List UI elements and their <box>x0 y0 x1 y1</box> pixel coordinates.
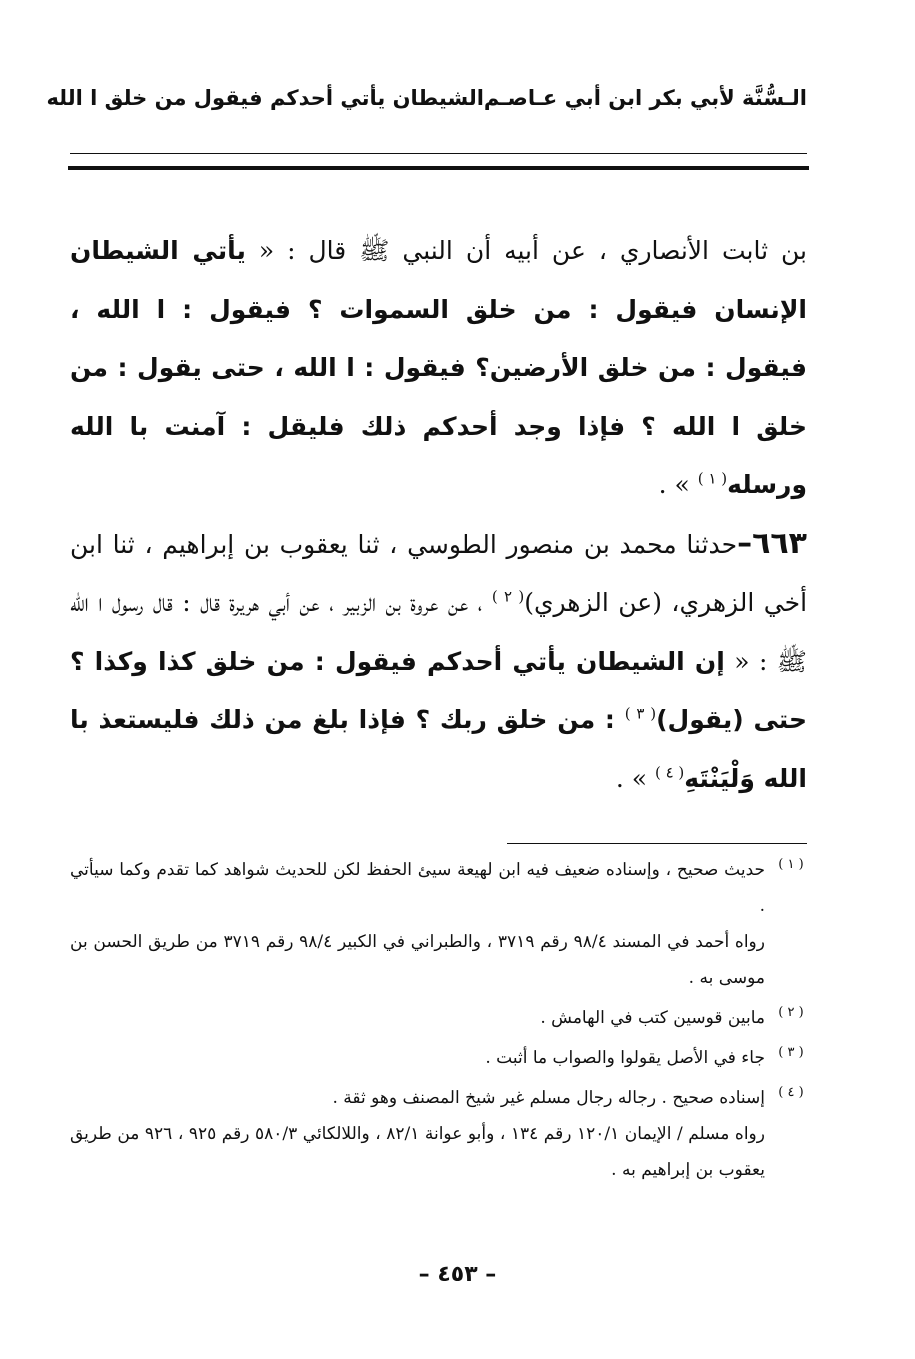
book-title: الـسُّنَّة لأبي بكر ابن أبي عـاصـم <box>483 86 807 110</box>
footnote-line: حديث صحيح ، وإسناده ضعيف فيه ابن لهيعة سيئ الحفظ لكن للحديث شواهد كما تقدم وكما سيأتي . <box>70 860 765 916</box>
footnote-line: إسناده صحيح . رجاله رجال مسلم غير شيخ المصنف وهو ثقة . <box>332 1088 765 1108</box>
footnote-body <box>70 1000 765 1036</box>
footnote-marker: ( ٢ ) <box>778 1005 804 1020</box>
closing-quote: » . <box>658 470 698 499</box>
footnote-separator <box>507 843 807 844</box>
footnote-ref-2[interactable]: ( ٢ ) <box>491 587 525 606</box>
footnote-body <box>70 1080 765 1188</box>
hadith-paragraph-continued <box>70 222 807 515</box>
footnote-body <box>70 1040 765 1076</box>
footnote-line: جاء في الأصل يقولوا والصواب ما أثبت . <box>485 1048 765 1068</box>
footnote-3 <box>70 1040 817 1076</box>
footnote-marker: ( ٣ ) <box>778 1045 804 1060</box>
footnote-line: رواه أحمد في المسند ٩٨/٤ رقم ٣٧١٩ ، والطبراني في الكبير ٩٨/٤ رقم ٣٧١٩ من طريق الحسن بن موسى به . <box>70 932 765 988</box>
footnote-line: مابين قوسين كتب في الهامش . <box>540 1008 765 1028</box>
page-number: – ٤٥٣ – <box>418 1262 497 1287</box>
footnote-2 <box>70 1000 817 1036</box>
footnote-1 <box>70 852 817 996</box>
narration-text: بن ثابت الأنصاري ، عن أبيه أن النبي ﷺ قال : « <box>245 236 808 265</box>
main-text <box>70 222 807 808</box>
footnote-ref-1[interactable]: ( ١ ) <box>697 469 728 488</box>
footnote-4 <box>70 1080 817 1188</box>
footnote-marker: ( ١ ) <box>778 857 804 872</box>
header-rule-thin <box>70 153 807 154</box>
footnote-ref-4[interactable]: ( ٤ ) <box>654 763 685 782</box>
hadith-number: ٦٦٣– <box>737 525 807 561</box>
footnote-ref-3[interactable]: ( ٣ ) <box>624 704 657 723</box>
isnad-text-2: ، عن عروة بن الزبير ، عن أبي هريرة قال : قال رسول ا الله ﷺ : « <box>70 588 807 676</box>
isnad-text: حدثنا محمد بن منصور الطوسي ، ثنا يعقوب بن إبراهيم ، ثنا ابن أخي الزهري، (عن الزهري) <box>70 529 808 617</box>
running-head <box>46 78 807 118</box>
footnote-marker: ( ٤ ) <box>778 1085 804 1100</box>
hadith-matn: يأتي الشيطان الإنسان فيقول : من خلق السموات ؟ فيقول : ا الله ، فيقول : من خلق الأرضين؟ فيقول : ا الله ، حتى يقول : من خلق ا الله ؟ فإذا وجد أحدكم ذلك فليقل : آمنت با الله ورسله <box>70 236 807 499</box>
footnotes <box>70 852 817 1192</box>
header-rule-thick <box>68 166 809 170</box>
hadith-matn-2: : من خلق ربك ؟ فإذا بلغ من ذلك فليستعذ با الله وَلْيَنْتَهِ <box>70 705 807 793</box>
hadith-paragraph-663 <box>70 515 807 809</box>
chapter-title: الشيطان يأتي أحدكم فيقول من خلق ا الله <box>46 86 484 110</box>
hadith-matn-1: إن الشيطان يأتي أحدكم فيقول : من خلق كذا وكذا ؟ حتى (يقول) <box>70 646 807 734</box>
closing-quote-2: » . <box>615 763 655 793</box>
footnote-body <box>70 852 765 996</box>
footnote-line: رواه مسلم / الإيمان ١٢٠/١ رقم ١٣٤ ، وأبو عوانة ٨٢/١ ، واللالكائي ٥٨٠/٣ رقم ٩٢٥ ، ٩٢٦ من طريق يعقوب بن إبراهيم به . <box>70 1124 765 1180</box>
